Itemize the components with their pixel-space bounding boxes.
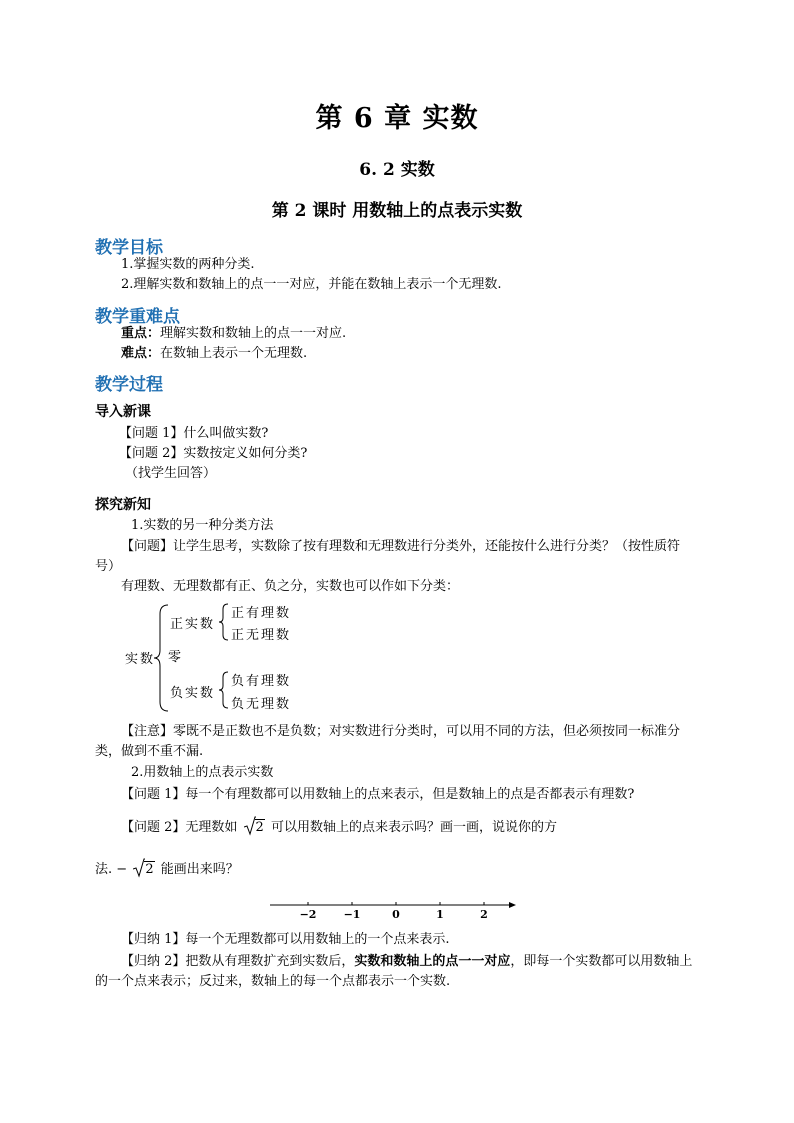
number-line-arrow <box>509 902 516 908</box>
sqrt-sign-icon <box>133 858 145 878</box>
summary-2-part-a: 【归纳 2】把数从有理数扩充到实数后， <box>121 954 355 969</box>
hard-point-line <box>121 344 307 364</box>
number-line-tick-label: −1 <box>343 908 361 921</box>
process-heading: 教学过程 <box>95 375 163 395</box>
class-zero: 零 <box>168 650 184 665</box>
number-line-tick-label: 1 <box>436 908 444 921</box>
explore-question: 【问题】让学生思考，实数除了按有理数和无理数进行分类外，还能按什么进行分类？（按性质符号） <box>95 539 681 574</box>
goal-item-1: 1.掌握实数的两种分类. <box>121 257 255 272</box>
sqrt-radicand: 2 <box>145 862 154 877</box>
number-line-tick-label: 0 <box>392 908 400 921</box>
summary-2-bold: 实数和数轴上的点一一对应 <box>354 954 511 969</box>
negative-brace <box>218 671 230 709</box>
goal-item-2: 2.理解实数和数轴上的点一一对应，并能在数轴上表示一个无理数. <box>121 277 502 292</box>
key-text: 理解实数和数轴上的点一一对应. <box>160 326 347 341</box>
chapter-title: 第 6 章 实数 <box>315 103 479 134</box>
explore-item-1: 1.实数的另一种分类方法 <box>131 518 274 533</box>
class-negative: 负实数 <box>170 686 216 701</box>
intro-note: （找学生回答） <box>125 466 217 481</box>
number-line-tick-label: 2 <box>480 908 488 921</box>
intro-question-2: 【问题 2】实数按定义如何分类? <box>119 446 308 461</box>
class-neg-irrational: 负无理数 <box>231 697 292 712</box>
hard-label: 难点： <box>121 346 161 361</box>
key-points-heading: 教学重难点 <box>95 307 180 327</box>
explore-item-2: 2.用数轴上的点表示实数 <box>131 765 274 780</box>
q2-part-c: 法. − <box>95 862 128 877</box>
summary-1: 【归纳 1】每一个无理数都可以用数轴上的一个点来表示. <box>121 932 450 947</box>
intro-question-1: 【问题 1】什么叫做实数? <box>119 426 269 441</box>
class-neg-rational: 负有理数 <box>231 674 292 689</box>
axis-question-2-line1 <box>121 818 557 838</box>
sqrt-radicand: 2 <box>255 820 264 835</box>
explore-lead: 有理数、无理数都有正、负之分，实数也可以作如下分类： <box>121 579 460 594</box>
section-title: 6. 2 实数 <box>359 160 435 180</box>
q2-part-b: 可以用数轴上的点来表示吗？画一画，说说你的方 <box>270 820 557 835</box>
class-root: 实数 <box>125 652 156 667</box>
class-pos-rational: 正有理数 <box>231 606 292 621</box>
key-label: 重点： <box>121 326 161 341</box>
intro-heading: 导入新课 <box>95 404 151 420</box>
hard-text: 在数轴上表示一个无理数. <box>160 346 308 361</box>
axis-question-1: 【问题 1】每一个有理数都可以用数轴上的点来表示，但是数轴上的点是否都表示有理数? <box>121 787 635 802</box>
sqrt-expression <box>244 818 265 838</box>
lesson-title: 第 2 课时 用数轴上的点表示实数 <box>271 201 523 221</box>
class-positive: 正实数 <box>170 617 216 632</box>
goals-heading: 教学目标 <box>95 238 163 258</box>
explore-note: 【注意】零既不是正数也不是负数；对实数进行分类时，可以用不同的方法，但必须按同一标准分类，做到不重不漏. <box>95 724 681 759</box>
sqrt-expression-neg <box>133 860 154 880</box>
number-line <box>268 896 520 924</box>
class-pos-irrational: 正无理数 <box>231 628 292 643</box>
key-point-line <box>121 324 346 344</box>
sqrt-sign-icon <box>244 816 256 836</box>
number-line-tick-label: −2 <box>299 908 317 921</box>
q2-part-d: 能画出来吗？ <box>160 862 239 877</box>
q2-part-a: 【问题 2】无理数如 <box>121 820 238 835</box>
positive-brace <box>218 603 230 641</box>
summary-2 <box>95 952 695 992</box>
summary-2-part-b: ，即每一个实数都可以用数轴上的一个点来表示；反过来，数轴上的每一个点都表示一个实数. <box>95 954 693 989</box>
axis-question-2-line2 <box>95 860 239 880</box>
explore-heading: 探究新知 <box>95 497 151 513</box>
